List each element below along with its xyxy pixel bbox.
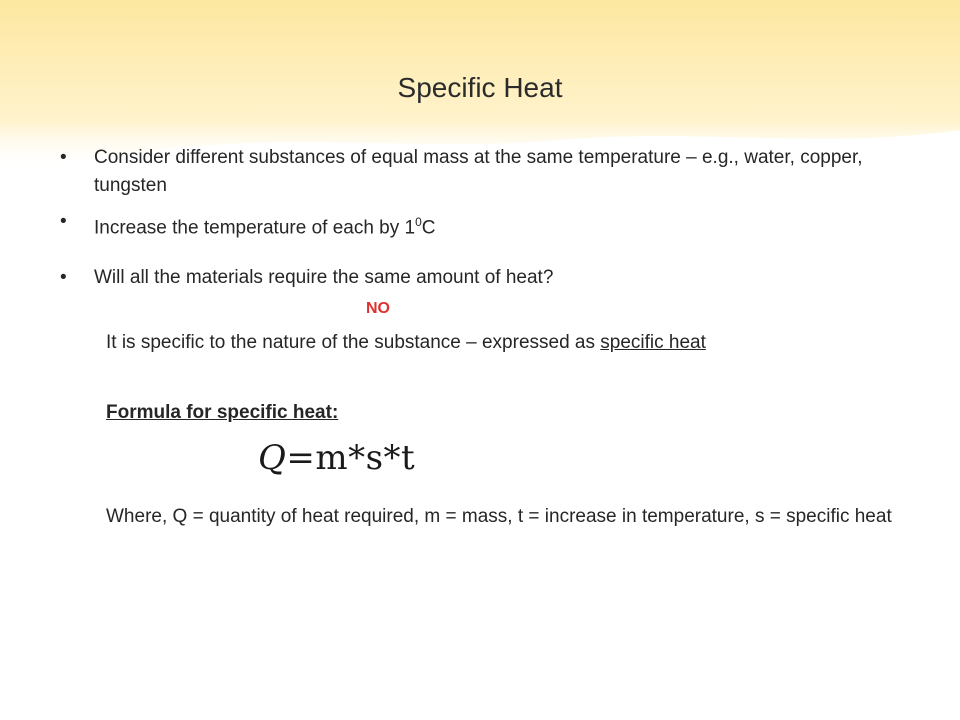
slide-title: Specific Heat (397, 72, 563, 103)
explanation-text (106, 330, 866, 356)
answer-no: NO (366, 300, 390, 317)
formula-heading: Formula for specific heat: (106, 402, 339, 423)
bullet-dot-icon: • (60, 147, 67, 168)
bullet-text-unit: C (421, 217, 436, 239)
bullet-text-main: Increase the temperature of each by 1 (94, 217, 416, 239)
bullet-dot-icon: • (60, 211, 67, 232)
bullet-text (94, 208, 920, 242)
superscript-degree: 0 (415, 215, 422, 229)
bullet-dot-icon: • (60, 267, 67, 288)
formula-rhs: =m*s*t (286, 438, 416, 478)
explanation-prefix: It is specific to the nature of the substance – expressed as (106, 332, 601, 353)
explanation-highlight: specific heat (600, 332, 706, 353)
formula-equation (258, 438, 415, 478)
where-text: Where, Q = quantity of heat required, m = mass, t = increase in temperature, s = specific heat (106, 506, 892, 527)
formula-lhs: Q (258, 438, 287, 478)
bullet-text: Will all the materials require the same amount of heat? (94, 267, 554, 288)
bullet-text: Consider different substances of equal mass at the same temperature – e.g., water, copper, tungsten (94, 147, 863, 196)
